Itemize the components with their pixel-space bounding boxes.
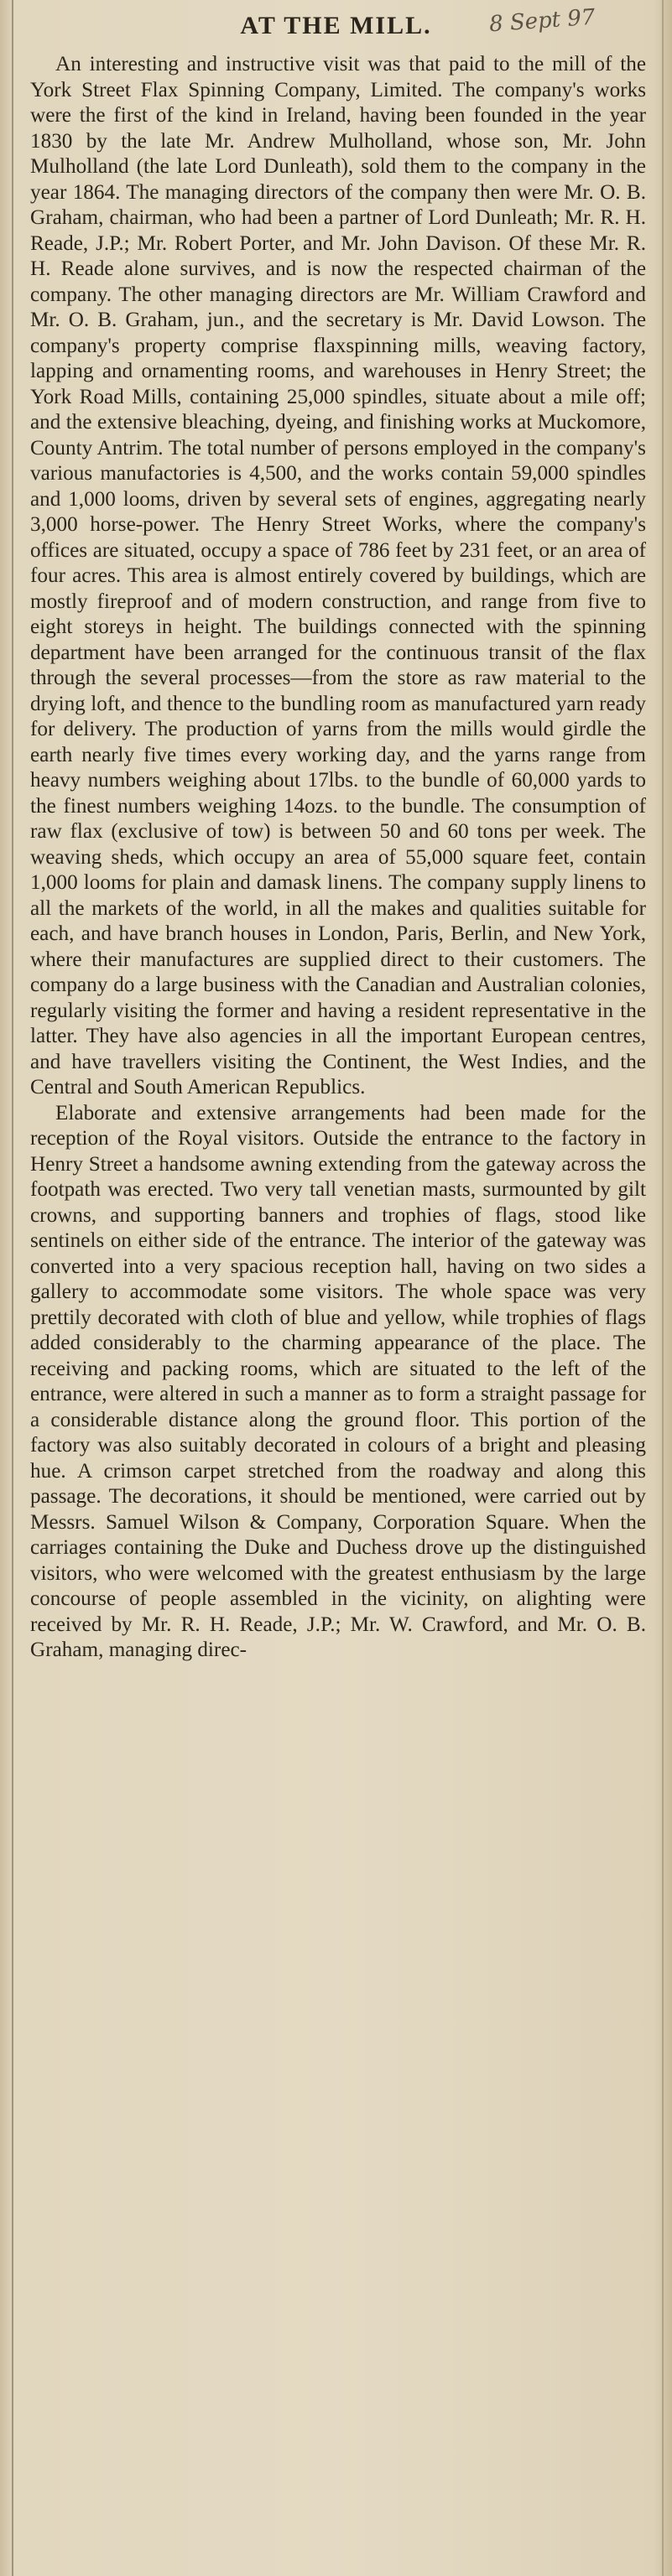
headline-row xyxy=(0,4,672,45)
handwritten-date: 8 Sept 97 xyxy=(488,4,596,38)
article-body xyxy=(30,52,646,1664)
article-paragraph-1: An interesting and instructive visit was that paid to the mill of the York Street Flax Spinning Company, Limited. The company's works were the first of the kind in Ireland, having been founded in the year 1830 by the late Mr. Andrew Mulholland, whose son, Mr. John Mulholland (the late Lord Dunleath), sold them to the company in the year 1864. The managing directors of the company then were Mr. O. B. Graham, chairman, who had been a partner of Lord Dunleath; Mr. R. H. Reade, J.P.; Mr. Robert Porter, and Mr. John Davison. Of these Mr. R. H. Reade alone survives, and is now the respected chairman of the company. The other managing directors are Mr. William Crawford and Mr. O. B. Graham, jun., and the secretary is Mr. David Lowson. The company's property comprise flaxspinning mills, weaving factory, lapping and ornamenting rooms, and warehouses in Henry Street; the York Road Mills, containing 25,000 spindles, situate about a mile off; and the extensive bleaching, dyeing, and finishing works at Muckomore, County Antrim. The total number of persons employed in the company's various manufactories is 4,500, and the works contain 59,000 spindles and 1,000 looms, driven by several sets of engines, aggregating nearly 3,000 horse-power. The Henry Street Works, where the company's offices are situated, occupy a space of 786 feet by 231 feet, or an area of four acres. This area is almost entirely covered by buildings, which are mostly fireproof and of modern construction, and range from five to eight storeys in height. The buildings connected with the spinning department have been arranged for the continuous transit of the flax through the several processes—from the store as raw material to the drying loft, and thence to the bundling room as manufactured yarn ready for delivery. The production of yarns from the mills would girdle the earth nearly five times every working day, and the yarns range from heavy numbers weighing about 17lbs. to the bundle of 60,000 yards to the finest numbers weighing 14ozs. to the bundle. The consumption of raw flax (exclusive of tow) is between 50 and 60 tons per week. The weaving sheds, which occupy an area of 55,000 square feet, contain 1,000 looms for plain and damask linens. The company supply linens to all the markets of the world, in all the makes and qualities suitable for each, and have branch houses in London, Paris, Berlin, and New York, where their manufactures are supplied direct to their customers. The company do a large business with the Canadian and Australian colonies, regularly visiting the former and having a resident representative in the latter. They have also agencies in all the important European centres, and have travellers visiting the Continent, the West Indies, and the Central and South American Republics. xyxy=(30,53,646,1098)
column-rule-left xyxy=(12,0,13,2576)
headline: AT THE MILL. xyxy=(240,12,432,39)
article-paragraph-2: Elaborate and extensive arrangements had been made for the reception of the Royal visitors. Outside the entrance to the factory in Henry Street a handsome awning extending from the gateway across the footpath was erected. Two very tall venetian masts, surmounted by gilt crowns, and supporting banners and trophies of flags, stood like sentinels on either side of the entrance. The interior of the gateway was converted into a very spacious reception hall, having on two sides a gallery to accommodate some visitors. The whole space was very prettily decorated with cloth of blue and yellow, while trophies of flags added considerably to the charming appearance of the place. The receiving and packing rooms, which are situated to the left of the entrance, were altered in such a manner as to form a straight passage for a considerable distance along the ground floor. This portion of the factory was also suitably decorated in colours of a bright and pleasing hue. A crimson carpet stretched from the roadway and along this passage. The decorations, it should be mentioned, were carried out by Messrs. Samuel Wilson & Company, Corporation Square. When the carriages containing the Duke and Duchess drove up the distinguished visitors, who were welcomed with the greatest enthusiasm by the large concourse of people assembled in the vicinity, on alighting were received by Mr. R. H. Reade, J.P.; Mr. W. Crawford, and Mr. O. B. Graham, managing direc- xyxy=(30,1101,646,1661)
column-rule-right xyxy=(662,0,664,2576)
